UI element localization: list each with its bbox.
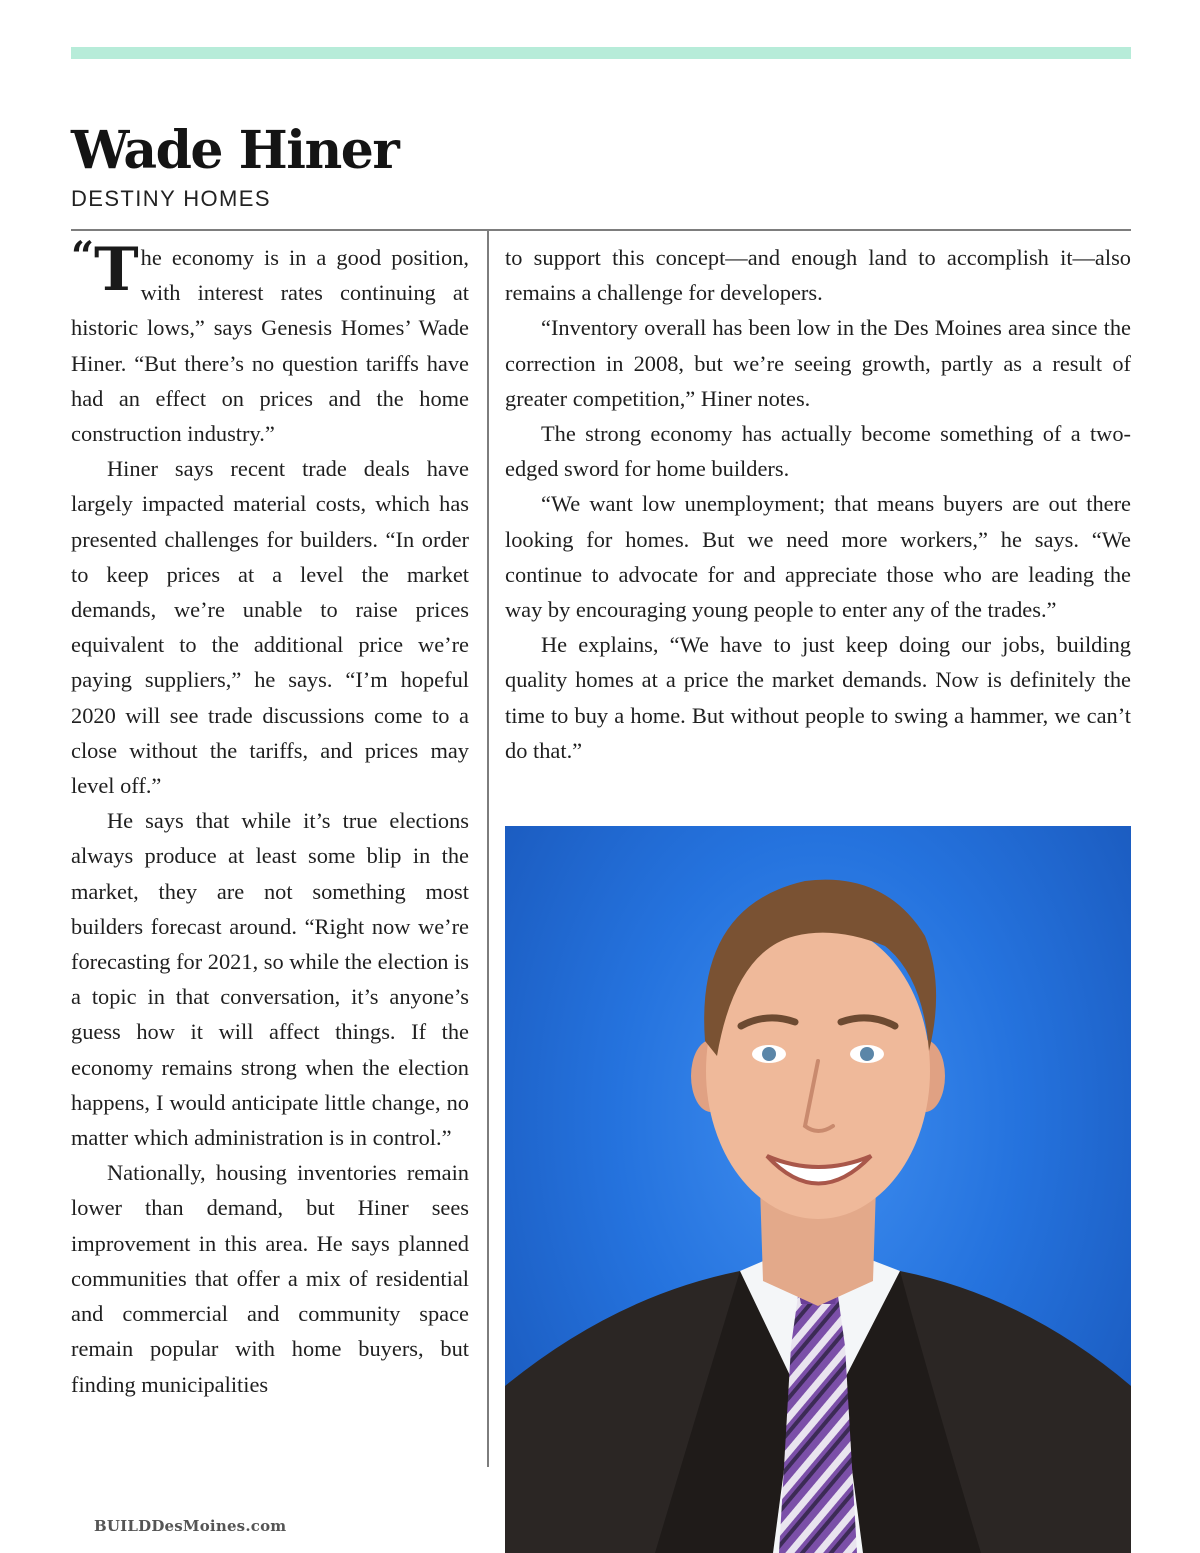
company-name: DESTINY HOMES: [71, 186, 271, 211]
open-quote-mark: “: [71, 233, 95, 280]
drop-cap-letter: T: [94, 235, 139, 305]
lead-text: he economy is in a good position, with interest rates continuing at historic lows,” says Genesis Homes’ Wade Hiner. “But there’s no question tariffs have had an effect on prices and the home construction industry.”: [71, 245, 469, 447]
body-paragraph: Nationally, housing inventories remain lower than demand, but Hiner sees improvement in this area. He says planned communities that offer a mix of residential and commercial and community space remain popular with home buyers, but finding municipalities: [71, 1160, 469, 1397]
portrait-photo: [505, 826, 1131, 1553]
accent-bar: [71, 47, 1131, 59]
body-paragraph: He says that while it’s true elections always produce at least some blip in the market, they are not something most builders forecast around. “Right now we’re forecasting for 2021, so while the election is a topic in that conversation, it’s anyone’s guess how it will affect things. If the economy remains strong when the election happens, I would anticipate little change, no matter which administration is in control.”: [71, 808, 469, 1151]
page-title: Wade Hiner: [71, 120, 399, 181]
continued-paragraph: to support this concept—and enough land to accomplish it—also remains a challenge for developers.: [505, 245, 1131, 306]
body-paragraph: He explains, “We have to just keep doing our jobs, building quality homes at a price the market demands. Now is definitely the time to buy a home. But without people to swing a hammer, we can’t do that.”: [505, 632, 1131, 763]
left-iris: [762, 1047, 776, 1061]
body-paragraph: “We want low unemployment; that means buyers are out there looking for homes. But we need more workers,” he says. “We continue to advocate for and appreciate those who are leading the way by encouraging young people to enter any of the trades.”: [505, 491, 1131, 623]
column-divider: [487, 231, 489, 1467]
body-paragraph: “Inventory overall has been low in the Des Moines area since the correction in 2008, but we’re seeing growth, partly as a result of greater competition,” Hiner notes.: [505, 315, 1131, 411]
portrait-illustration: [505, 826, 1131, 1553]
footer-site-name: BUILDDesMoines.com: [94, 1517, 287, 1535]
header-rule: [71, 229, 1131, 231]
drop-cap: [71, 233, 139, 305]
body-paragraph: Hiner says recent trade deals have largely impacted material costs, which has presented challenges for builders. “In order to keep prices at a level the market demands, we’re unable to raise prices equivalent to the additional price we’re paying suppliers,” he says. “I’m hopeful 2020 will see trade discussions come to a close without the tariffs, and prices may level off.”: [71, 456, 469, 799]
body-paragraph: The strong economy has actually become something of a two-edged sword for home builders.: [505, 421, 1131, 482]
left-column: [71, 233, 469, 1402]
right-column: [505, 240, 1131, 768]
right-iris: [860, 1047, 874, 1061]
lead-paragraph: [71, 233, 469, 451]
